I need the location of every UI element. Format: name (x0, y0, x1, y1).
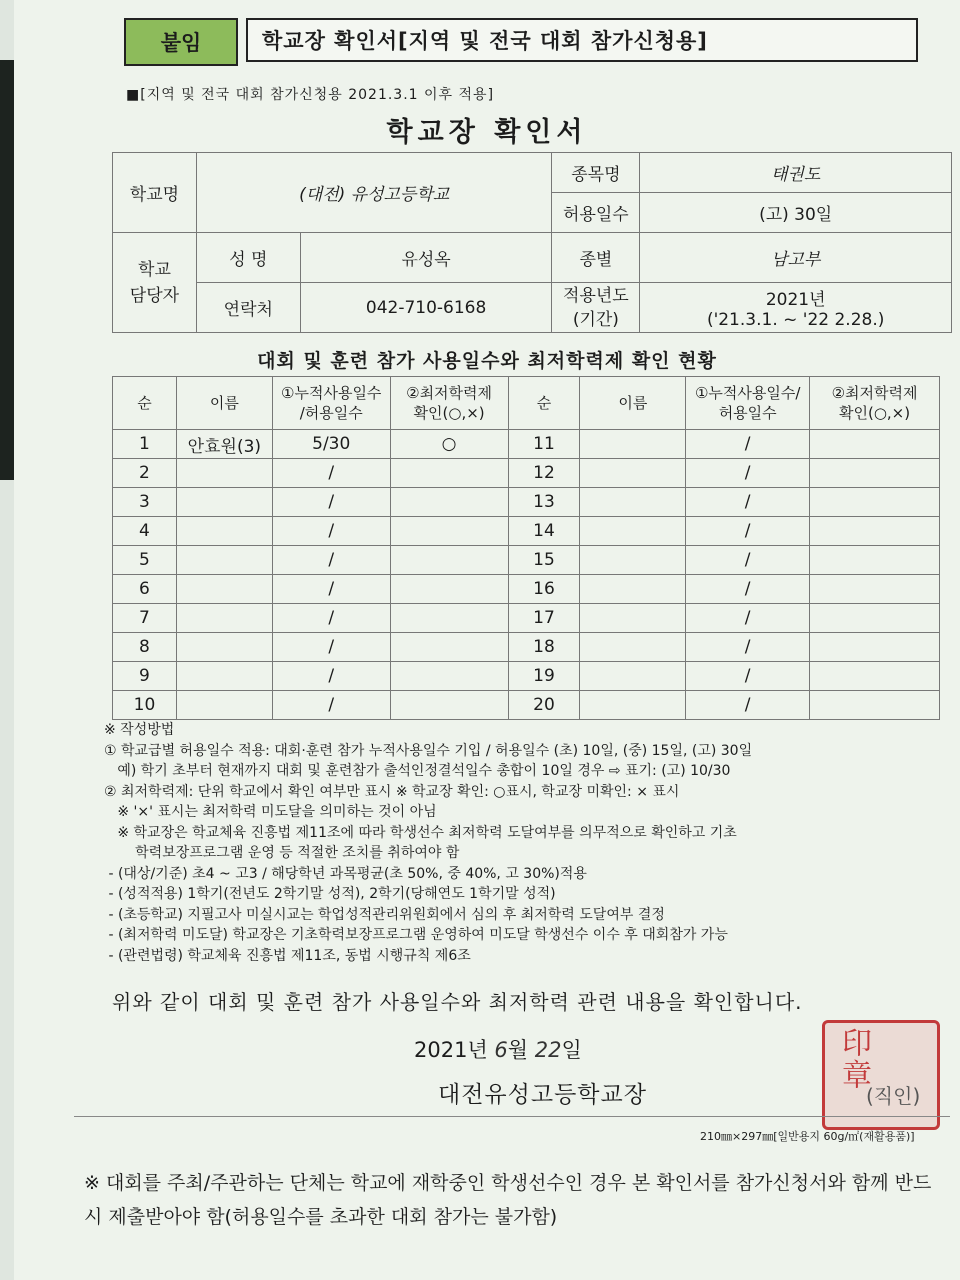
note-line: ※ 학교장은 학교체육 진흥법 제11조에 따라 학생선수 최저학력 도달여부를 의무적으로 확인하고 기초 (104, 824, 737, 841)
name-value: 유성옥 (300, 233, 552, 283)
records-header-row (113, 377, 940, 430)
records-table (112, 376, 940, 720)
seal-label: (직인) (866, 1084, 921, 1108)
record-no-cell: 6 (113, 575, 177, 604)
record-days-cell: / (272, 546, 390, 575)
record-check-cell (810, 430, 940, 459)
note-line: ※ 작성방법 (104, 722, 175, 738)
record-days-cell: / (686, 430, 810, 459)
record-check-cell (810, 546, 940, 575)
name-label: 성 명 (196, 233, 300, 283)
page-title: 학교장 확인서 (386, 117, 588, 148)
record-days-cell: / (686, 546, 810, 575)
record-check-cell (810, 691, 940, 720)
note-line: ① 학교급별 허용일수 적용: 대회·훈련 참가 누적사용일수 기입 / 허용일수 (초) 10일, (중) 15일, (고) 30일 (104, 742, 753, 759)
paper-spec: 210㎜×297㎜[일반용지 60g/㎡(재활용품)] (700, 1130, 915, 1143)
record-no-cell: 12 (508, 459, 580, 488)
record-days-cell: / (686, 488, 810, 517)
record-no-cell: 19 (508, 662, 580, 691)
date-day-unit: 일 (561, 1038, 582, 1062)
record-days-cell: 5/30 (272, 430, 390, 459)
year-label: 적용년도 (기간) (552, 283, 640, 333)
record-days-cell: / (686, 459, 810, 488)
header-cell: ①누적사용일수/ 허용일수 (686, 377, 810, 430)
record-name-cell (176, 691, 272, 720)
note-line: - (관련법령) 학교체육 진흥법 제11조, 동법 시행규칙 제6조 (104, 947, 471, 964)
record-name-cell (580, 430, 686, 459)
record-days-cell: / (686, 662, 810, 691)
record-check-cell (390, 488, 508, 517)
record-name-cell (580, 662, 686, 691)
record-name-cell (176, 662, 272, 691)
note-line: - (최저학력 미도달) 학교장은 기초학력보장프로그램 운영하여 미도달 학생선수 이수 후 대회참가 가능 (104, 927, 728, 943)
record-check-cell (390, 633, 508, 662)
record-name-cell (176, 633, 272, 662)
table-row (113, 691, 940, 720)
record-check-cell (810, 662, 940, 691)
signature-date (414, 1034, 582, 1064)
table-row (113, 459, 940, 488)
record-check-cell (810, 575, 940, 604)
table-row (113, 575, 940, 604)
record-no-cell: 2 (113, 459, 177, 488)
table-row (113, 488, 940, 517)
type-label: 종별 (552, 233, 640, 283)
record-no-cell: 13 (508, 488, 580, 517)
record-no-cell: 10 (113, 691, 177, 720)
date-day: 22 (534, 1038, 562, 1062)
record-no-cell: 17 (508, 604, 580, 633)
note-line: ② 최저학력제: 단위 학교에서 확인 여부만 표시 ※ 학교장 확인: ○표시, 학교장 미확인: × 표시 (104, 783, 680, 800)
record-name-cell: 안효원(3) (176, 430, 272, 459)
note-line: - (성적적용) 1학기(전년도 2학기말 성적), 2학기(당해연도 1학기말 성적) (104, 886, 556, 902)
header-cell: ②최저학력제 확인(○,×) (810, 377, 940, 430)
confirmation-statement: 위와 같이 대회 및 훈련 참가 사용일수와 최저학력 관련 내용을 확인합니다. (112, 990, 803, 1014)
record-no-cell: 20 (508, 691, 580, 720)
event-value: 태권도 (640, 153, 952, 193)
record-name-cell (176, 488, 272, 517)
header-cell: 순 (508, 377, 580, 430)
record-no-cell: 18 (508, 633, 580, 662)
record-check-cell (390, 575, 508, 604)
record-days-cell: / (686, 691, 810, 720)
header-cell: ①누적사용일수 /허용일수 (272, 377, 390, 430)
record-check-cell (810, 517, 940, 546)
info-table (112, 152, 952, 333)
record-days-cell: / (272, 604, 390, 633)
record-days-cell: / (272, 459, 390, 488)
record-no-cell: 3 (113, 488, 177, 517)
usage-note: ■[지역 및 전국 대회 참가신청용 2021.3.1 이후 적용] (126, 87, 495, 103)
record-name-cell (580, 604, 686, 633)
record-no-cell: 15 (508, 546, 580, 575)
note-line: - (초등학교) 지필고사 미실시교는 학업성적관리위원회에서 심의 후 최저학력 도달여부 결정 (104, 906, 665, 923)
record-days-cell: / (686, 517, 810, 546)
record-days-cell: / (272, 691, 390, 720)
note-line: ※ '×' 표시는 최저학력 미도달을 의미하는 것이 아님 (104, 804, 437, 820)
record-no-cell: 4 (113, 517, 177, 546)
record-days-cell: / (272, 517, 390, 546)
table-row (113, 633, 940, 662)
record-name-cell (580, 546, 686, 575)
date-year: 2021년 (414, 1038, 488, 1062)
note-line: 학력보장프로그램 운영 등 적절한 조치를 취하여야 함 (104, 845, 460, 861)
days-value: (고) 30일 (640, 193, 952, 233)
contact-label: 학교 담당자 (113, 233, 197, 333)
phone-label: 연락처 (196, 283, 300, 333)
record-check-cell (390, 691, 508, 720)
note-line: 예) 학기 초부터 현재까지 대회 및 훈련참가 출석인정결석일수 총합이 10일 경우 ⇨ 표기: (고) 10/30 (104, 763, 731, 779)
type-value: 남고부 (640, 233, 952, 283)
record-check-cell (390, 604, 508, 633)
header-cell: 이름 (580, 377, 686, 430)
note-line: - (대상/기준) 초4 ~ 고3 / 해당학년 과목평균(초 50%, 중 40%, 고 30%)적용 (104, 865, 587, 882)
submission-note: ※ 대회를 주최/주관하는 단체는 학교에 재학중인 학생선수인 경우 본 확인서를 참가신청서와 함께 반드시 제출받아야 함(허용일수를 초과한 대회 참가는 불가함) (84, 1172, 932, 1228)
table-row (113, 430, 940, 459)
record-name-cell (176, 546, 272, 575)
record-no-cell: 16 (508, 575, 580, 604)
record-no-cell: 8 (113, 633, 177, 662)
divider (74, 1116, 950, 1117)
record-days-cell: / (272, 662, 390, 691)
record-no-cell: 14 (508, 517, 580, 546)
days-label: 허용일수 (552, 193, 640, 233)
school-value: (대전) 유성고등학교 (196, 153, 552, 233)
table-row (113, 517, 940, 546)
document-header (124, 18, 920, 64)
event-label: 종목명 (552, 153, 640, 193)
record-no-cell: 5 (113, 546, 177, 575)
record-no-cell: 9 (113, 662, 177, 691)
period-value: ('21.3.1. ~ '22 2.28.) (706, 310, 885, 330)
record-check-cell (390, 546, 508, 575)
record-days-cell: / (272, 488, 390, 517)
record-days-cell: / (686, 604, 810, 633)
record-check-cell (810, 459, 940, 488)
school-label: 학교명 (113, 153, 197, 233)
writing-instructions (104, 720, 944, 966)
header-cell: ②최저학력제 확인(○,×) (390, 377, 508, 430)
record-name-cell (580, 488, 686, 517)
header-cell: 이름 (176, 377, 272, 430)
seal-glyph-icon: 印章 (836, 1027, 871, 1091)
attachment-tag: 붙임 (124, 18, 238, 66)
date-month: 6 (494, 1038, 508, 1062)
table-row (113, 662, 940, 691)
record-name-cell (580, 633, 686, 662)
record-check-cell (810, 604, 940, 633)
record-name-cell (580, 575, 686, 604)
record-name-cell (176, 459, 272, 488)
record-no-cell: 11 (508, 430, 580, 459)
record-name-cell (176, 604, 272, 633)
date-month-unit: 월 (507, 1038, 529, 1062)
year-cell (640, 283, 952, 333)
table-row (113, 546, 940, 575)
record-check-cell (390, 459, 508, 488)
header-title: 학교장 확인서[지역 및 전국 대회 참가신청용] (246, 18, 918, 62)
record-name-cell (580, 517, 686, 546)
official-seal-stamp (822, 1020, 940, 1130)
record-no-cell: 1 (113, 430, 177, 459)
header-cell: 순 (113, 377, 177, 430)
section-title: 대회 및 훈련 참가 사용일수와 최저학력제 확인 현황 (257, 350, 717, 372)
table-row (113, 604, 940, 633)
record-check-cell (810, 488, 940, 517)
record-days-cell: / (272, 633, 390, 662)
record-name-cell (176, 517, 272, 546)
record-check-cell (810, 633, 940, 662)
record-name-cell (580, 459, 686, 488)
year-value: 2021년 (765, 290, 826, 310)
record-check-cell (390, 662, 508, 691)
record-days-cell: / (686, 633, 810, 662)
phone-value: 042-710-6168 (300, 283, 552, 333)
record-name-cell (580, 691, 686, 720)
record-check-cell: ○ (390, 430, 508, 459)
record-days-cell: / (686, 575, 810, 604)
record-days-cell: / (272, 575, 390, 604)
record-no-cell: 7 (113, 604, 177, 633)
principal-name: 대전유성고등학교장 (438, 1082, 647, 1108)
record-check-cell (390, 517, 508, 546)
document-page (14, 0, 960, 1280)
record-name-cell (176, 575, 272, 604)
